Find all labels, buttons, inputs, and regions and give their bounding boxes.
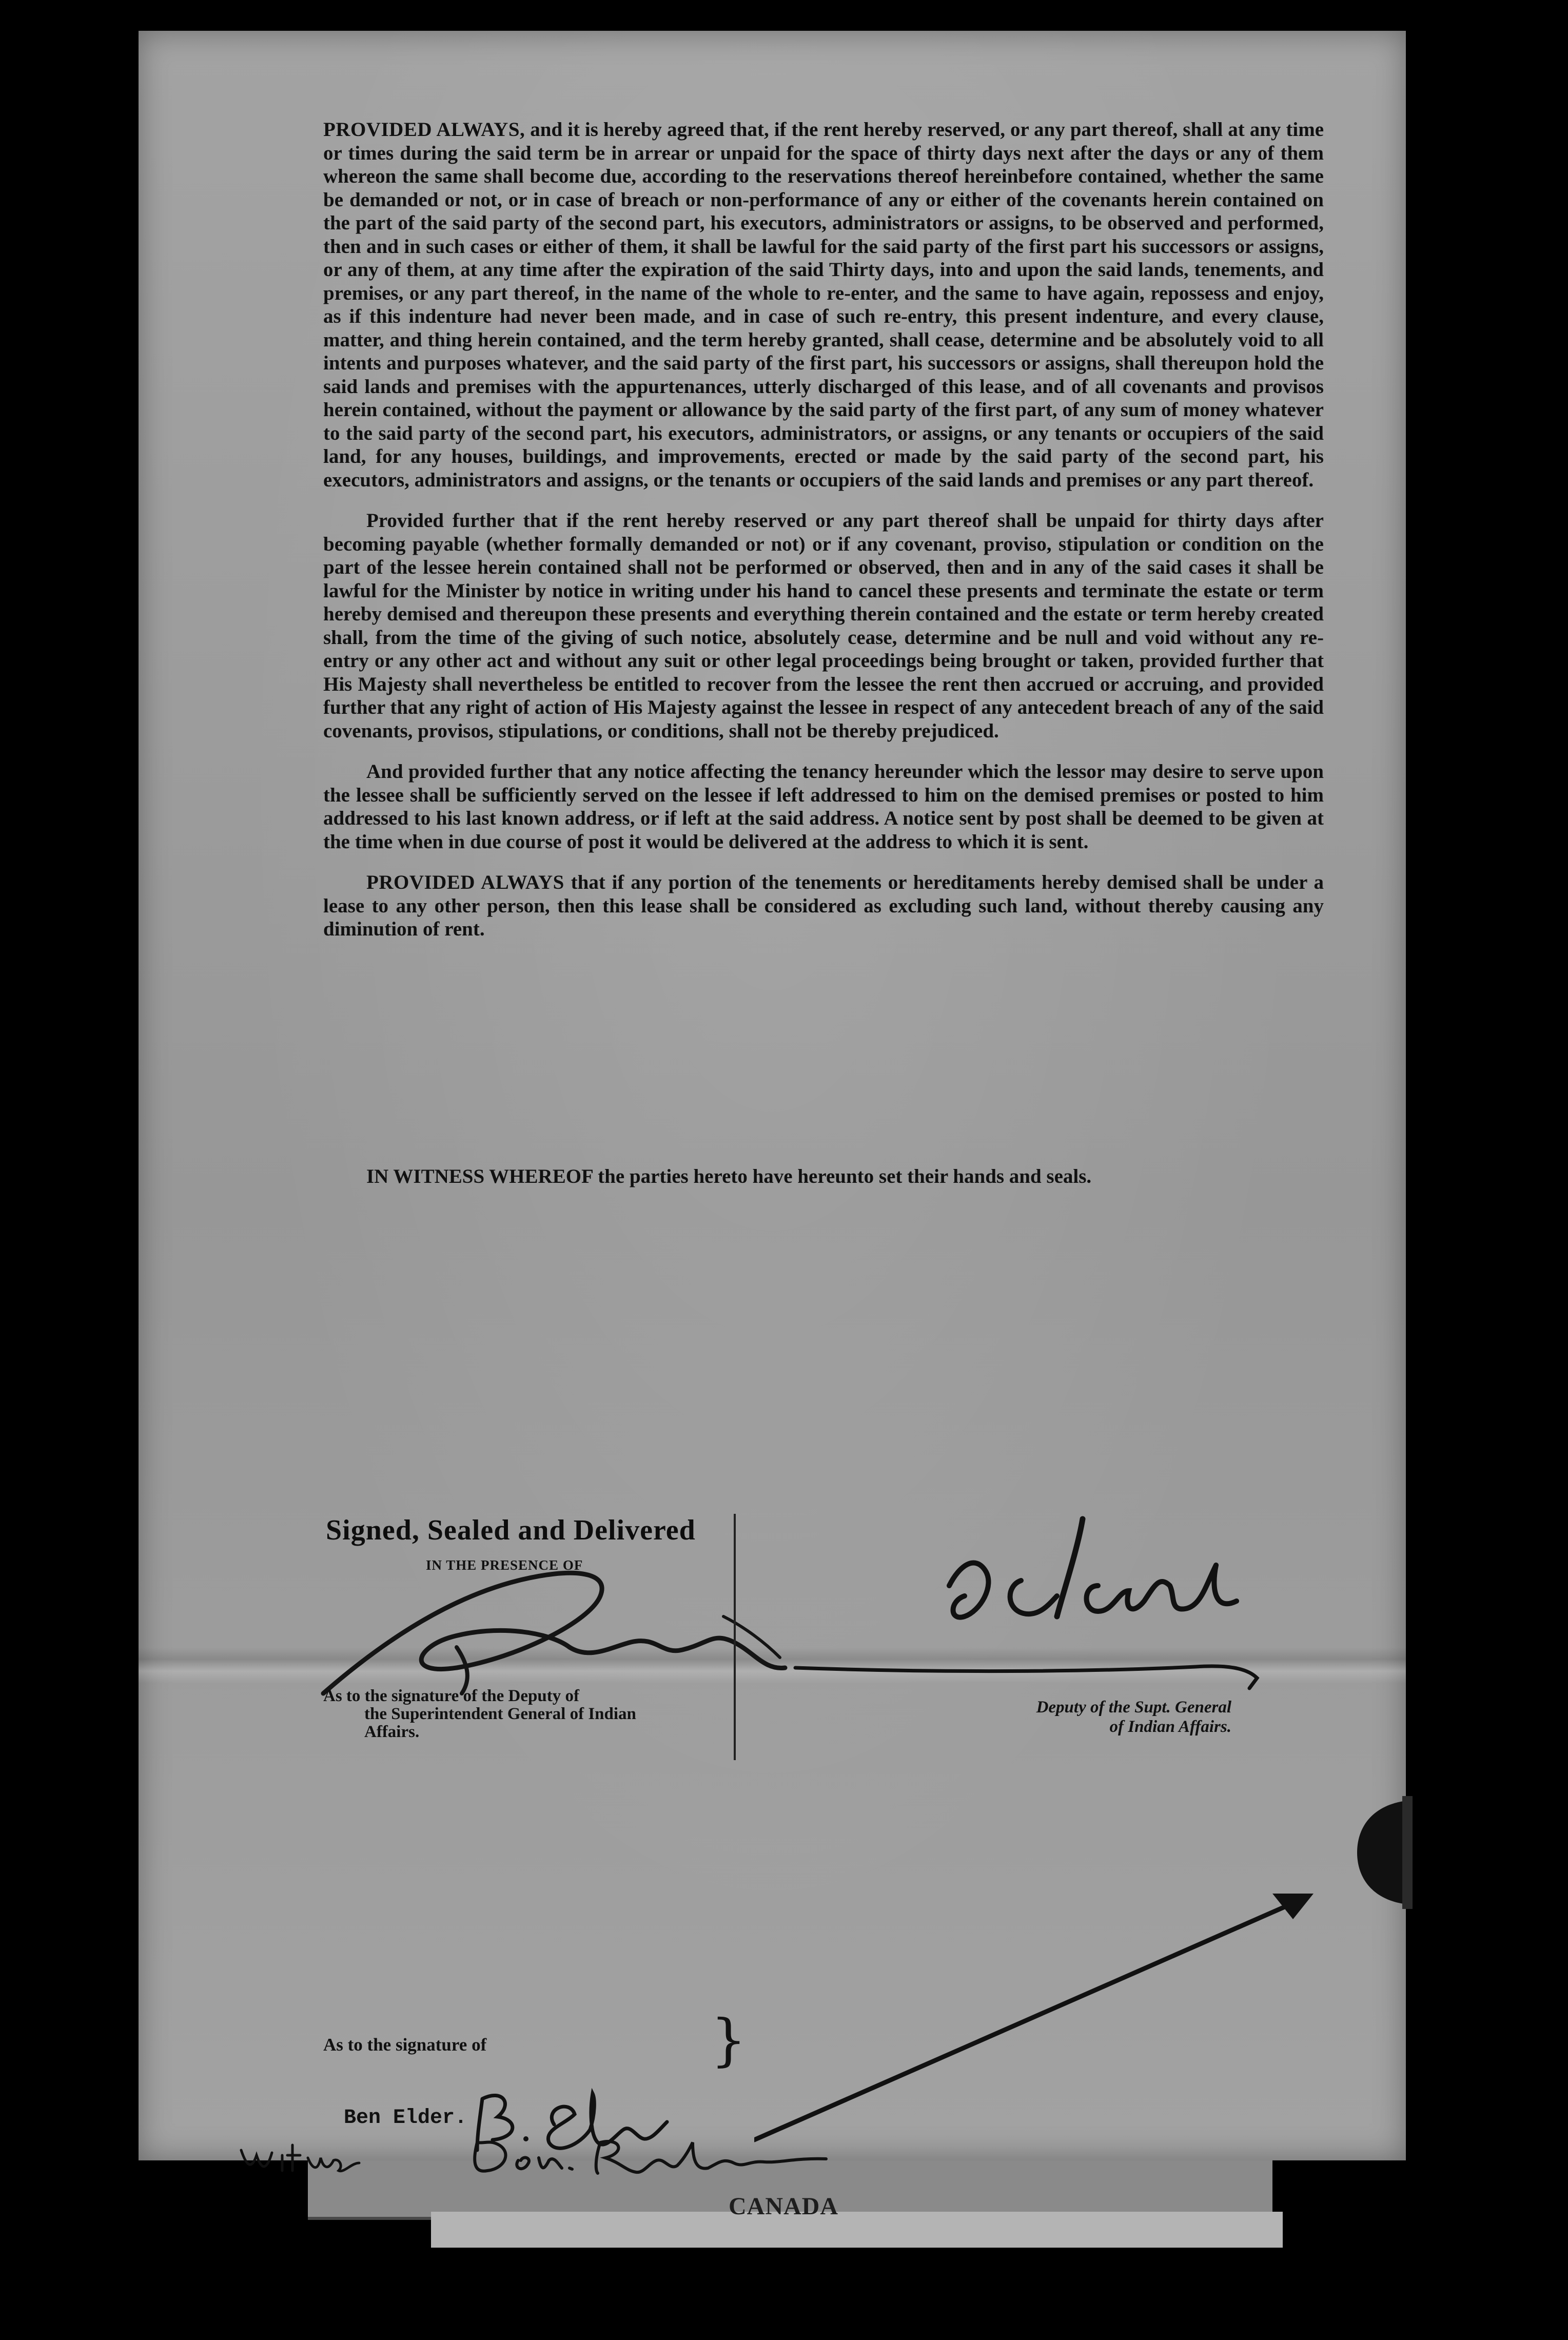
- paragraph-text: and it is hereby agreed that, if the rent hereby reserved, or any part thereof, shall at any time or times during the said term be in arrear or unpaid for the space of thirty days next after the days or any of them whereon the same shall become due, according to the reservations thereof hereinbefore contained, whether the same be demanded or not, or in case of breach or non-performance of any or either of the covenants herein contained on the part of the said party of the second part, his executors, administrators or assigns, to be observed and performed, then and in such cases or either of them, it shall be lawful for the said party of the first part his successors or assigns, or any of them, at any time after the expiration of the said Thirty days, into and upon the said lands, tenements, and premises, or any part thereof, in the name of the whole to re-enter, and the same to have again, repossess and enjoy, as if this indenture had never been made, and in case of such re-entry, this present indenture, and every clause, matter, and thing herein contained, and the term hereby granted, shall cease, determine and be absolutely void to all intents and purposes whatever, and the said party of the first part, his successors or assigns, shall thereupon hold the said lands and premises with the appurtenances, utterly discharged of this lease, and of all covenants and provisos herein contained, without the payment or allowance by the said party of the first part, of any sum of money whatever to the said party of the second part, his executors, administrators, or assigns, or any tenants or occupiers of the said land, for any houses, buildings, and improvements, erected or made by the said party of the second part, his executors, administrators and assigns, or the tenants or occupiers of the said lands and premises or any part thereof.: [323, 119, 1324, 491]
- document-page: [139, 31, 1406, 2160]
- witness-handwritten-signature: [303, 1539, 841, 1709]
- paragraph-provided-always-2: [323, 871, 1324, 941]
- as-to-signature-deputy: [323, 1687, 682, 1741]
- deputy-caption: [898, 1698, 1231, 1737]
- as-to-line: Affairs.: [364, 1723, 420, 1741]
- paragraph-lead: PROVIDED ALWAYS,: [323, 119, 525, 141]
- in-witness-whereof: [366, 1165, 1091, 1188]
- deputy-caption-line: Deputy of the Supt. General: [1036, 1698, 1231, 1717]
- typed-name: Ben Elder.: [344, 2107, 467, 2130]
- bracket-line: [734, 1514, 736, 1760]
- paragraph-text: that if any portion of the tenements or hereditaments hereby demised shall be under a lease to any other person, then this lease shall be considered as excluding such land, without thereby causing any diminution of rent.: [323, 871, 1324, 940]
- underlying-sheet-lower: [431, 2212, 1283, 2248]
- in-presence-of: IN THE PRESENCE OF: [426, 1557, 583, 1573]
- deputy-handwritten-signature: [929, 1509, 1288, 1663]
- as-to-line: As to the signature of the Deputy of: [323, 1687, 579, 1705]
- witness-lead: IN WITNESS WHEREOF: [366, 1165, 593, 1187]
- signed-sealed-delivered-heading: Signed, Sealed and Delivered: [326, 1514, 696, 1546]
- paragraph-notice: And provided further that any notice affecting the tenancy hereunder which the lessor may desire to serve upon the lessee shall be sufficiently served on the lessee if left addressed to him on the demised premises or posted to him addressed to his last known address, or if left at the said address. A notice sent by post shall be deemed to be given at the time when in due course of post it would be delivered at the address to which it is sent.: [323, 761, 1324, 853]
- lease-text: [323, 118, 1324, 959]
- witness-label-handwritten: [236, 2135, 369, 2181]
- witness-robertson-handwritten: [467, 2132, 877, 2178]
- witness-text: the parties hereto have hereunto set their hands and seals.: [598, 1165, 1092, 1187]
- under-sheet-label: CANADA: [729, 2193, 838, 2220]
- paragraph-lead: PROVIDED ALWAYS: [366, 871, 564, 893]
- deputy-signature-underline: [785, 1658, 1324, 1699]
- as-to-line: the Superintendent General of Indian: [364, 1705, 636, 1723]
- brace-icon: }: [711, 2007, 747, 2073]
- paragraph-provided-further: Provided further that if the rent hereby reserved or any part thereof shall be unpaid for thirty days after becoming payable (whether formally demanded or not) or if any covenant, proviso, stipulation or condition on the part of the lessee herein contained shall not be performed or observed, then and in any of the said cases it shall be lawful for the Minister by notice in writing under his hand to cancel these presents and terminate the estate or term hereby demised and thereupon these presents and everything therein contained and the estate or term hereby created shall, from the time of the giving of such notice, absolutely cease, determine and be null and void without any re-entry or any other act and without any suit or other legal proceedings being brought or taken, provided further that His Majesty shall nevertheless be entitled to recover from the lessee the rent then accrued or accruing, and provided further that any right of action of His Majesty against the lessee in respect of any antecedent breach of any of the said covenants, provisos, stipulations, or conditions, shall not be thereby prejudiced.: [323, 510, 1324, 742]
- paragraph-provided-always: [323, 118, 1324, 492]
- deputy-caption-line: of Indian Affairs.: [1109, 1718, 1231, 1736]
- as-to-signature-lessee: As to the signature of: [323, 2035, 487, 2055]
